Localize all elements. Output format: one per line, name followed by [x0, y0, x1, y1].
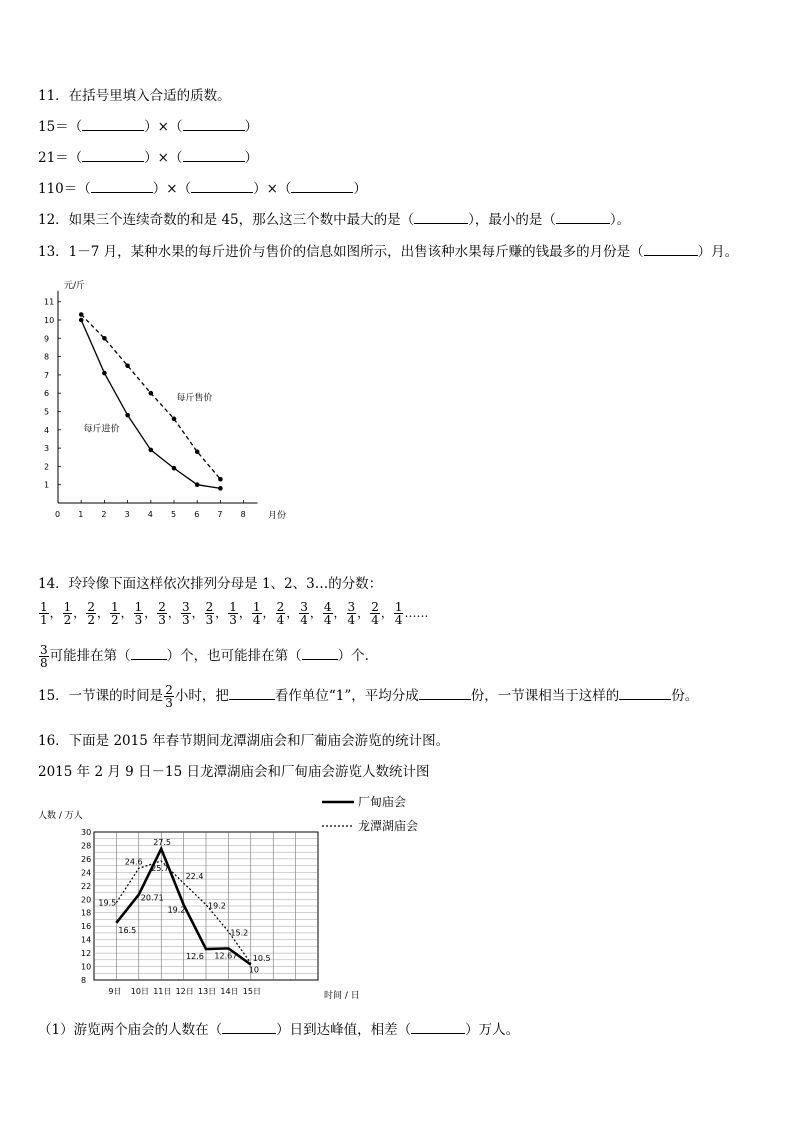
y-tick-label: 14 — [81, 935, 92, 945]
y-axis-label: 人数 / 万人 — [38, 811, 83, 821]
numerator: 2 — [276, 600, 285, 614]
answer-blank[interactable] — [644, 243, 698, 256]
y-tick-label: 10 — [44, 316, 55, 325]
x-axis-label: 月份 — [268, 511, 287, 521]
data-label: 24.6 — [124, 857, 143, 867]
fraction — [134, 601, 144, 626]
separator: ， — [309, 606, 322, 620]
fraction — [157, 601, 167, 626]
denominator: 3 — [134, 613, 143, 627]
denominator: 4 — [347, 613, 356, 627]
data-label: 19.5 — [98, 898, 117, 908]
fraction — [347, 601, 357, 626]
y-tick-label: 28 — [81, 841, 92, 851]
data-label: 12.6 — [186, 952, 204, 962]
data-label: 10 — [248, 965, 259, 975]
denominator: 2 — [63, 613, 72, 627]
q14-question — [38, 644, 369, 669]
separator: ， — [380, 606, 393, 620]
separator: ， — [215, 606, 228, 620]
q15-text-a: 15．一节课的时间是 — [38, 688, 164, 704]
answer-blank[interactable] — [191, 180, 253, 193]
data-label: 19.2 — [167, 905, 186, 915]
y-tick-label: 20 — [81, 895, 92, 905]
separator: ， — [357, 606, 370, 620]
denominator: 2 — [110, 613, 119, 627]
data-point — [218, 477, 223, 482]
numerator: 1 — [40, 600, 48, 614]
numerator: 2 — [205, 600, 214, 614]
chart-series — [79, 312, 223, 490]
data-label: 10.5 — [252, 954, 271, 964]
q11-l3-end: ） — [353, 181, 367, 197]
q11-line-2 — [38, 146, 258, 166]
y-tick-label: 1 — [44, 480, 50, 490]
answer-blank[interactable] — [411, 1021, 465, 1034]
x-tick-label: 9日 — [108, 987, 122, 996]
separator: ， — [167, 606, 180, 620]
answer-blank[interactable] — [302, 647, 338, 660]
denominator: 2 — [87, 613, 95, 627]
answer-blank[interactable] — [183, 118, 245, 131]
q14-title: 14．玲玲像下面这样依次排列分母是 1、2、3…的分数： — [38, 576, 383, 592]
data-point — [195, 482, 200, 487]
denominator: 4 — [276, 613, 285, 627]
q11-l2-lhs: 21＝（ — [38, 150, 83, 166]
q11-l3-mid2: ）×（ — [253, 181, 292, 197]
cost-price-line — [81, 320, 220, 488]
answer-blank[interactable] — [82, 149, 144, 162]
data-point — [149, 448, 154, 453]
q12-line — [38, 208, 630, 228]
q11-l2-end: ） — [244, 150, 258, 166]
numerator: 2 — [87, 600, 95, 614]
q16-sub1-b: ）日到达峰值，相差（ — [276, 1022, 412, 1038]
numerator: 2 — [371, 600, 379, 614]
fraction — [63, 601, 73, 626]
q16-sub1-a: （1）游览两个庙会的人数在（ — [38, 1022, 223, 1038]
x-tick-label: 6 — [194, 510, 200, 519]
denominator: 4 — [252, 613, 261, 627]
q15-text-b: 小时，把 — [174, 688, 229, 704]
x-tick-label: 15日 — [242, 987, 261, 996]
x-tick-label: 2 — [101, 510, 107, 519]
separator: ， — [96, 606, 109, 620]
y-axis-label: 元/斤 — [64, 281, 86, 291]
denominator: 4 — [394, 613, 403, 627]
q11-l2-mid: ）×（ — [144, 150, 183, 166]
y-tick-label: 8 — [44, 352, 50, 362]
data-label: 12.67 — [214, 951, 238, 961]
data-point — [125, 363, 130, 368]
y-tick-label: 11 — [44, 297, 55, 307]
separator: ， — [238, 606, 251, 620]
data-label: 25.7 — [151, 863, 170, 873]
answer-blank[interactable] — [556, 211, 610, 224]
data-point — [102, 336, 107, 341]
separator: ， — [49, 606, 62, 620]
x-tick-label: 5 — [171, 510, 177, 519]
separator: …… — [404, 606, 429, 620]
numerator: 2 — [158, 600, 166, 614]
separator: ， — [262, 606, 275, 620]
visitor-chart — [36, 788, 436, 1010]
y-tick-label: 12 — [81, 949, 92, 959]
numerator: 3 — [347, 600, 356, 614]
y-tick-label: 3 — [44, 444, 50, 454]
y-tick-label: 10 — [81, 962, 92, 972]
q11-line-1 — [38, 115, 258, 135]
chart-axes — [44, 291, 258, 519]
q11-line-3 — [38, 177, 367, 197]
answer-blank[interactable] — [291, 180, 353, 193]
answer-blank[interactable] — [91, 180, 153, 193]
q14-text-c: ）个. — [337, 648, 369, 664]
numerator: 3 — [300, 600, 308, 614]
x-tick-label: 1 — [78, 510, 84, 519]
data-point — [172, 417, 177, 422]
q11-l3-mid: ）×（ — [152, 181, 192, 197]
answer-blank[interactable] — [414, 211, 468, 224]
data-label: 16.5 — [118, 925, 137, 935]
denominator: 1 — [40, 613, 48, 627]
fraction — [394, 601, 404, 626]
x-tick-label: 13日 — [198, 987, 217, 996]
denominator: 3 — [205, 613, 214, 627]
q16-sub1 — [38, 1018, 519, 1038]
y-tick-label: 6 — [44, 389, 50, 399]
y-tick-label: 4 — [44, 425, 50, 435]
x-tick-label: 14日 — [220, 987, 239, 996]
numerator: 1 — [229, 600, 237, 614]
x-tick-label: 0 — [55, 510, 61, 519]
price-chart — [36, 272, 316, 530]
q15-text-d: 份，一节课相当于这样的 — [470, 688, 620, 704]
numerator: 3 — [181, 600, 190, 614]
q12-text-b: ），最小的是（ — [468, 212, 556, 228]
data-point — [172, 466, 177, 471]
legend-label: 龙潭湖庙会 — [358, 819, 419, 833]
q14-text-b: ）个，也可能排在第（ — [166, 648, 302, 664]
denominator: 3 — [165, 696, 173, 710]
series-label: 每斤进价 — [83, 424, 120, 435]
q14-text-a: 可能排在第（ — [49, 648, 131, 664]
fraction — [252, 601, 262, 626]
fraction — [228, 601, 238, 626]
y-tick-label: 22 — [81, 881, 92, 891]
y-tick-label: 9 — [44, 334, 50, 344]
q15-line — [38, 684, 698, 709]
answer-blank[interactable] — [82, 118, 144, 131]
series-label: 每斤售价 — [176, 393, 213, 404]
y-tick-label: 2 — [44, 462, 50, 472]
fraction — [164, 684, 174, 709]
denominator: 4 — [371, 613, 379, 627]
data-label: 19.2 — [208, 901, 226, 911]
data-label: 15.2 — [230, 928, 249, 938]
x-tick-label: 3 — [124, 510, 130, 519]
numerator: 1 — [134, 600, 143, 614]
q15-text-e: 份。 — [671, 688, 699, 704]
data-point — [149, 391, 154, 396]
q12-text-a: 12．如果三个连续奇数的和是 45，那么这三个数中最大的是（ — [38, 212, 415, 228]
answer-blank[interactable] — [131, 647, 167, 660]
fraction-sequence — [38, 601, 428, 626]
x-tick-label: 10日 — [130, 987, 149, 996]
data-label: 27.5 — [153, 837, 172, 847]
x-tick-label: 11日 — [153, 987, 172, 996]
data-label: 20.71 — [140, 893, 164, 903]
data-point — [218, 486, 223, 491]
y-tick-label: 30 — [81, 828, 92, 837]
x-axis-label: 时间 / 日 — [324, 991, 360, 1001]
data-point — [79, 312, 84, 317]
y-tick-label: 18 — [81, 908, 92, 918]
fraction — [181, 601, 191, 626]
fraction — [205, 601, 215, 626]
separator: ， — [191, 606, 204, 620]
fraction — [276, 601, 286, 626]
y-tick-label: 16 — [81, 922, 92, 932]
y-tick-label: 26 — [81, 854, 92, 864]
y-tick-label: 7 — [44, 370, 50, 380]
y-tick-label: 8 — [81, 976, 87, 985]
x-tick-label: 12日 — [175, 987, 194, 996]
answer-blank[interactable] — [619, 687, 671, 700]
data-point — [79, 318, 84, 323]
x-tick-label: 8 — [240, 510, 246, 519]
answer-blank[interactable] — [229, 687, 275, 700]
fraction — [39, 644, 49, 669]
numerator: 1 — [394, 600, 403, 614]
numerator: 4 — [323, 600, 332, 614]
numerator: 2 — [165, 683, 173, 697]
data-point — [125, 413, 130, 418]
answer-blank[interactable] — [183, 149, 245, 162]
fraction — [323, 601, 333, 626]
q11-l1-lhs: 15＝（ — [38, 119, 83, 135]
fraction — [110, 601, 120, 626]
separator: ， — [144, 606, 157, 620]
q16-chart-title: 2015 年 2 月 9 日－15 日龙潭湖庙会和厂甸庙会游览人数统计图 — [38, 764, 430, 780]
separator: ， — [333, 606, 346, 620]
denominator: 4 — [323, 613, 332, 627]
x-tick-label: 7 — [217, 510, 223, 519]
fraction — [370, 601, 380, 626]
separator: ， — [286, 606, 299, 620]
q12-text-c: ）。 — [609, 212, 631, 228]
denominator: 3 — [158, 613, 166, 627]
y-tick-label: 5 — [44, 407, 50, 417]
answer-blank[interactable] — [419, 687, 471, 700]
data-point — [102, 371, 107, 376]
answer-blank[interactable] — [222, 1021, 276, 1034]
data-point — [195, 449, 200, 454]
q11-l3-lhs: 110＝（ — [38, 181, 91, 197]
numerator: 1 — [252, 600, 261, 614]
separator: ， — [73, 606, 86, 620]
denominator: 3 — [181, 613, 190, 627]
q11-l1-mid: ）×（ — [144, 119, 183, 135]
q16-sub1-c: ）万人。 — [465, 1022, 520, 1038]
fraction — [39, 601, 49, 626]
numerator: 1 — [110, 600, 119, 614]
separator: ， — [120, 606, 133, 620]
x-tick-label: 4 — [147, 510, 153, 519]
q11-title: 11．在括号里填入合适的质数。 — [38, 88, 231, 104]
legend — [322, 794, 418, 833]
q13-text-a: 13．1－7 月，某种水果的每斤进价与售价的信息如图所示，出售该种水果每斤赚的钱最多的月份是（ — [38, 244, 644, 260]
q15-text-c: 看作单位“1”，平均分成 — [274, 688, 419, 704]
numerator: 3 — [40, 643, 48, 657]
denominator: 8 — [40, 656, 48, 670]
fraction — [299, 601, 309, 626]
numerator: 1 — [63, 600, 72, 614]
q13-text-b: ）月。 — [697, 244, 739, 260]
fraction — [86, 601, 96, 626]
q11-l1-end: ） — [244, 119, 258, 135]
denominator: 3 — [229, 613, 237, 627]
y-tick-label: 24 — [81, 868, 92, 878]
q13-line — [38, 240, 738, 260]
denominator: 4 — [300, 613, 308, 627]
legend-label: 厂甸庙会 — [358, 795, 407, 809]
q16-title: 16．下面是 2015 年春节期间龙潭湖庙会和厂葡庙会游览的统计图。 — [38, 733, 450, 749]
chart-grid — [81, 828, 318, 996]
data-label: 22.4 — [185, 872, 204, 882]
